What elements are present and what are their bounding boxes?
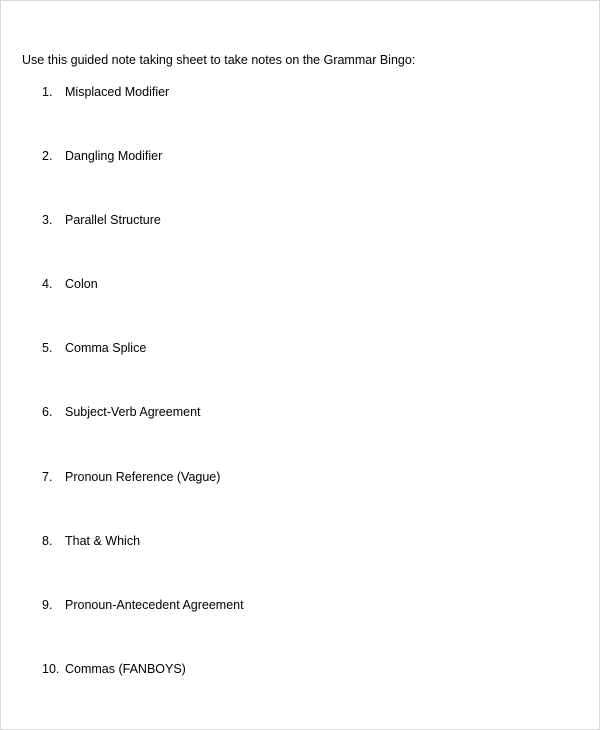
list-item bbox=[42, 404, 201, 420]
list-item-text: Commas (FANBOYS) bbox=[65, 662, 186, 676]
list-item-number: 6. bbox=[42, 405, 53, 419]
list-item bbox=[42, 276, 98, 292]
list-item-number: 4. bbox=[42, 277, 53, 291]
list-item bbox=[42, 469, 220, 485]
list-item-text: Pronoun-Antecedent Agreement bbox=[65, 598, 244, 612]
list-item-text: Dangling Modifier bbox=[65, 149, 163, 163]
list-item-number: 2. bbox=[42, 149, 53, 163]
list-item-number: 1. bbox=[42, 85, 53, 99]
list-item-text: Comma Splice bbox=[65, 341, 147, 355]
list-item bbox=[42, 533, 140, 549]
list-item-number: 5. bbox=[42, 341, 53, 355]
list-item bbox=[42, 661, 186, 677]
list-item-text: Parallel Structure bbox=[65, 213, 161, 227]
list-item-text: Subject-Verb Agreement bbox=[65, 405, 201, 419]
list-item bbox=[42, 212, 161, 228]
list-item-text: That & Which bbox=[65, 534, 141, 548]
list-item-number: 3. bbox=[42, 213, 53, 227]
list-item-number: 9. bbox=[42, 598, 53, 612]
list-item bbox=[42, 340, 146, 356]
list-item bbox=[42, 148, 162, 164]
list-item bbox=[42, 84, 169, 100]
intro-text: Use this guided note taking sheet to take notes on the Grammar Bingo: bbox=[22, 53, 416, 67]
list-item-number: 10. bbox=[42, 662, 60, 676]
list-item-text: Pronoun Reference (Vague) bbox=[65, 470, 221, 484]
list-item-number: 8. bbox=[42, 534, 53, 548]
list-item-number: 7. bbox=[42, 470, 53, 484]
list-item bbox=[42, 597, 244, 613]
list-item-text: Misplaced Modifier bbox=[65, 85, 170, 99]
list-item-text: Colon bbox=[65, 277, 98, 291]
